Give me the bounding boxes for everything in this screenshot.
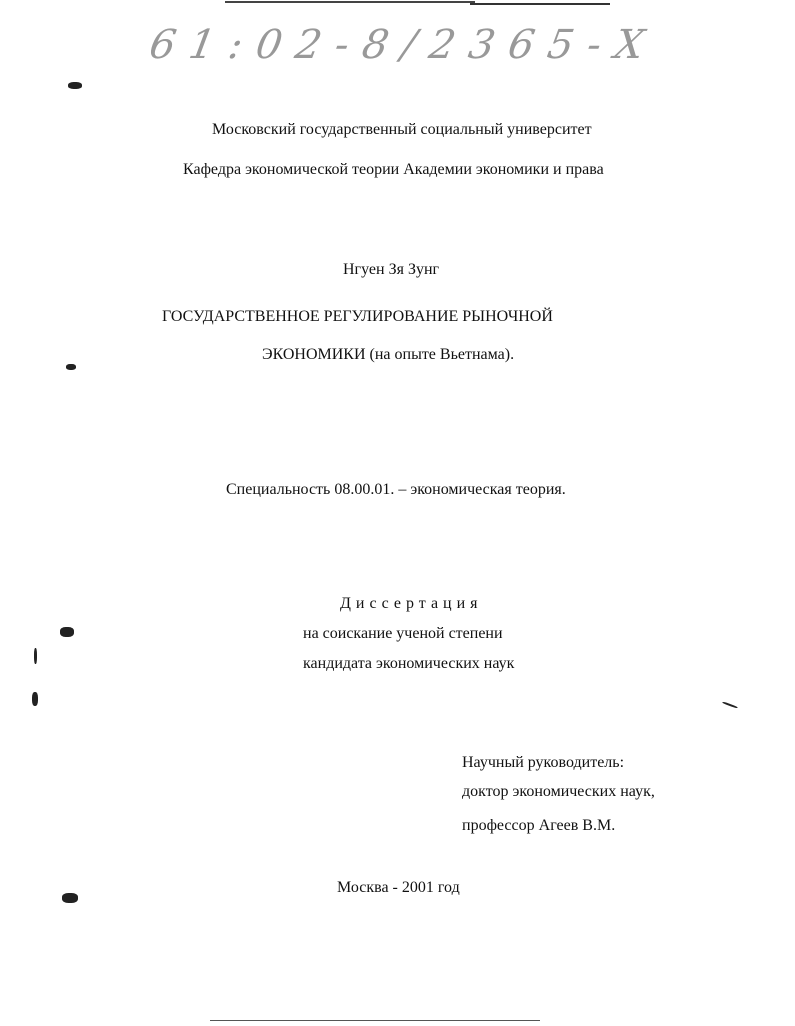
scan-artifact	[66, 364, 76, 370]
place-and-year: Москва - 2001 год	[337, 879, 460, 896]
scan-artifact	[62, 893, 78, 903]
degree-line-2: кандидата экономических наук	[303, 655, 515, 672]
supervisor-degree: доктор экономических наук,	[462, 783, 655, 800]
scan-edge-line	[225, 1, 475, 3]
supervisor-name: профессор Агеев В.М.	[462, 817, 616, 834]
scan-edge-line	[210, 1020, 540, 1021]
scan-artifact	[722, 701, 738, 708]
specialty: Специальность 08.00.01. – экономическая теория.	[226, 481, 566, 498]
document-type: Диссертация	[340, 595, 483, 612]
thesis-title-line-1: ГОСУДАРСТВЕННОЕ РЕГУЛИРОВАНИЕ РЫНОЧНОЙ	[162, 308, 553, 325]
scan-artifact	[32, 692, 38, 706]
scan-artifact	[34, 648, 37, 664]
scan-artifact	[68, 82, 82, 89]
handwritten-archive-number: 61:02-8/2365-Х	[145, 22, 662, 68]
supervisor-label: Научный руководитель:	[462, 754, 625, 771]
degree-line-1: на соискание ученой степени	[303, 625, 503, 642]
author-name: Нгуен Зя Зунг	[343, 261, 440, 278]
scan-edge-line	[470, 3, 610, 5]
university-name: Московский государственный социальный университет	[212, 121, 592, 138]
scan-artifact	[60, 627, 74, 637]
thesis-title-line-2: ЭКОНОМИКИ (на опыте Вьетнама).	[262, 346, 515, 363]
department-name: Кафедра экономической теории Академии экономики и права	[183, 161, 604, 178]
